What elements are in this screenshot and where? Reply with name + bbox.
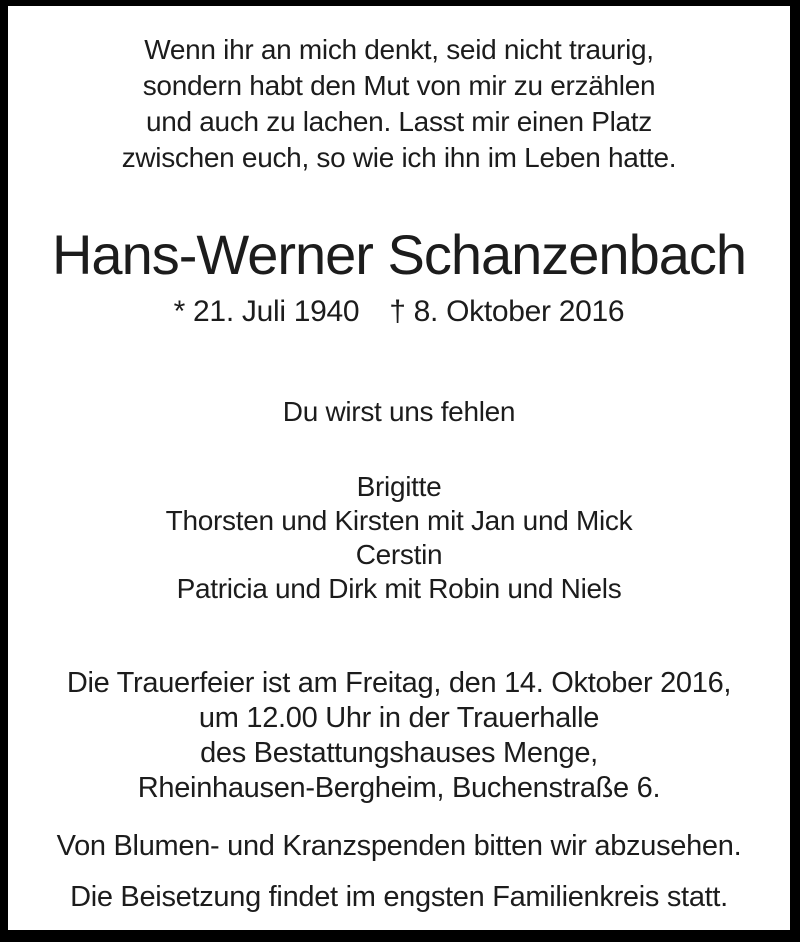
deceased-name: Hans-Werner Schanzenbach xyxy=(51,223,747,286)
epigraph-line: zwischen euch, so wie ich ihn im Leben hatte. xyxy=(121,142,677,173)
epigraph-line: sondern habt den Mut von mir zu erzählen xyxy=(142,70,656,101)
death-symbol: † xyxy=(389,295,406,328)
mourner-line: Thorsten und Kirsten mit Jan und Mick xyxy=(165,505,633,536)
obituary-paper xyxy=(8,6,790,930)
farewell-line: Du wirst uns fehlen xyxy=(282,396,516,427)
mourner-line: Brigitte xyxy=(356,471,442,502)
mourners-list xyxy=(8,470,790,606)
flowers-note: Von Blumen- und Kranzspenden bitten wir abzusehen. xyxy=(56,830,742,862)
death-date-text: 8. Oktober 2016 xyxy=(413,295,625,328)
birth-date xyxy=(174,295,360,328)
mourner-line: Cerstin xyxy=(355,539,443,570)
service-line: des Bestattungshauses Menge, xyxy=(200,737,598,769)
birth-date-text: 21. Juli 1940 xyxy=(193,295,360,328)
service-info xyxy=(8,666,790,806)
life-dates xyxy=(8,292,790,332)
service-line: Rheinhausen-Bergheim, Buchenstraße 6. xyxy=(137,772,661,804)
epigraph-line: Wenn ihr an mich denkt, seid nicht traurig, xyxy=(144,34,654,65)
service-line: Die Trauerfeier ist am Freitag, den 14. Oktober 2016, xyxy=(66,667,732,699)
epigraph xyxy=(8,32,790,176)
private-burial-note: Die Beisetzung findet im engsten Familienkreis statt. xyxy=(70,881,728,913)
death-date xyxy=(389,295,624,328)
epigraph-line: und auch zu lachen. Lasst mir einen Platz xyxy=(145,106,652,137)
service-line: um 12.00 Uhr in der Trauerhalle xyxy=(198,702,600,734)
birth-symbol: * xyxy=(173,295,186,328)
mourner-line: Patricia und Dirk mit Robin und Niels xyxy=(176,573,622,604)
